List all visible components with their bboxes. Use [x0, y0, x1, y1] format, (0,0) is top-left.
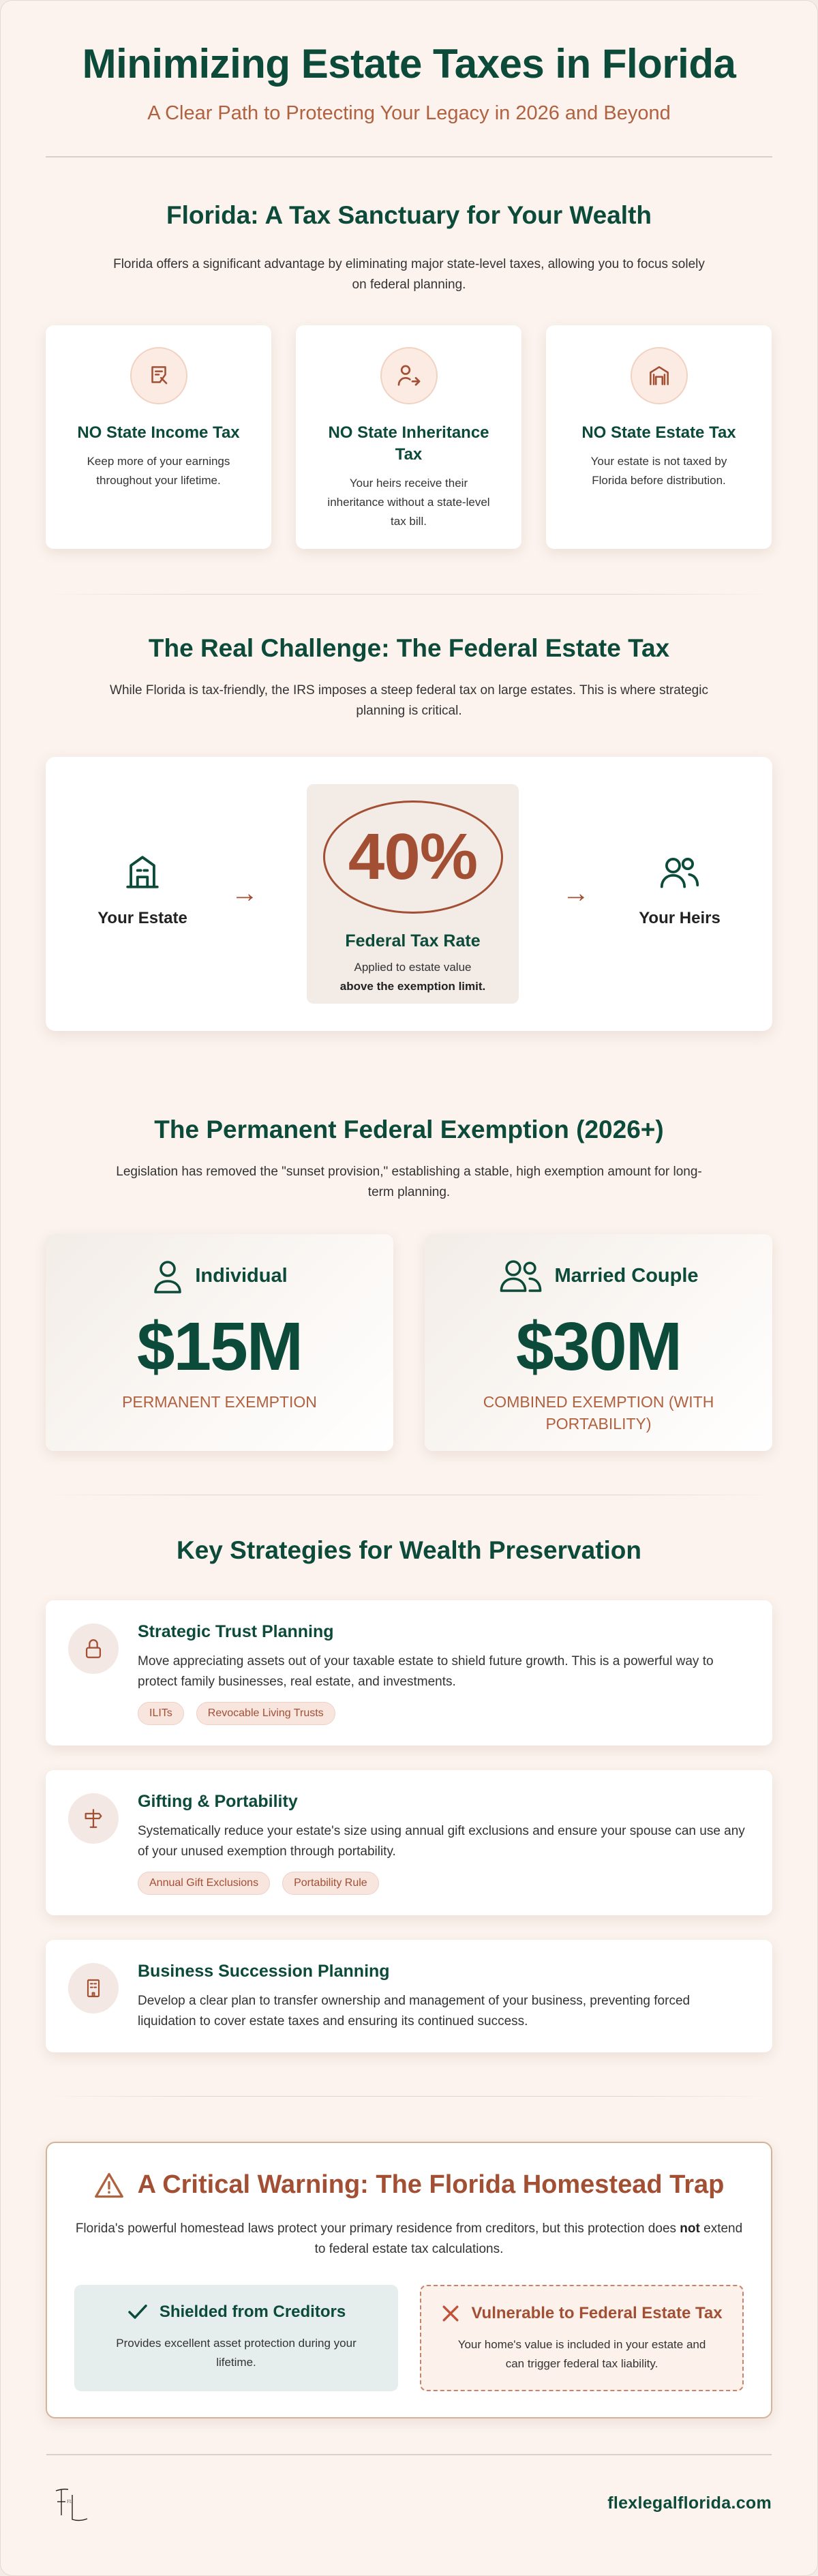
tax-rate-label: Federal Tax Rate — [345, 931, 481, 950]
shielded-text: Provides excellent asset protection during your lifetime. — [116, 2337, 357, 2369]
office-building-icon — [68, 1963, 119, 2013]
strategy-card-trust — [46, 1600, 772, 1746]
heirs-group-icon — [658, 852, 701, 892]
card-text: Your estate is not taxed by Florida before distribution. — [590, 455, 727, 487]
person-transfer-icon — [380, 347, 438, 404]
your-heirs — [618, 852, 741, 928]
exemption-label: Married Couple — [554, 1264, 699, 1287]
strategy-text: Move appreciating assets out of your taxable estate to shield future growth. This is a powerful way to protect family businesses, real estate, and investments. — [138, 1654, 714, 1689]
warning-title: A Critical Warning: The Florida Homestead Trap — [137, 2170, 725, 2199]
vulnerable-card — [420, 2285, 744, 2391]
sanctuary-intro: Florida offers a significant advantage by eliminating major state-level taxes, allowing you to focus solely on federal planning. — [113, 257, 705, 292]
exemption-section — [46, 1115, 772, 1451]
bank-building-icon — [631, 347, 688, 404]
strategy-text: Systematically reduce your estate's size using annual gift exclusions and ensure your spouse can use any of your unused exemption through portability. — [138, 1824, 745, 1859]
sanctuary-section — [46, 201, 772, 549]
strategy-title: Strategic Trust Planning — [138, 1622, 334, 1641]
strategy-tag: Annual Gift Exclusions — [138, 1872, 270, 1895]
estate-tax-card — [546, 325, 772, 549]
footer-divider — [46, 2454, 772, 2455]
tax-rate-value: 40% — [323, 800, 503, 914]
strategy-tag: Portability Rule — [282, 1872, 379, 1895]
card-title: NO State Income Tax — [77, 423, 240, 442]
header-divider — [46, 156, 772, 158]
federal-title: The Real Challenge: The Federal Estate Tax — [148, 634, 670, 662]
footer — [46, 2454, 772, 2513]
strategies-section — [46, 1536, 772, 2052]
card-text: Keep more of your earnings throughout your lifetime. — [87, 455, 230, 487]
income-tax-card — [46, 325, 271, 549]
federal-intro: While Florida is tax-friendly, the IRS imposes a steep federal tax on large estates. This is where strategic planning is critical. — [110, 683, 708, 718]
close-x-icon — [441, 2304, 460, 2323]
exemption-label: Individual — [195, 1264, 288, 1287]
arrow-right-icon: → — [231, 878, 258, 908]
page-title: Minimizing Estate Taxes in Florida — [82, 41, 736, 87]
fl-logo — [46, 2476, 101, 2530]
strategy-card-gifting — [46, 1770, 772, 1915]
couple-icon — [498, 1257, 543, 1294]
page-subtitle: A Clear Path to Protecting Your Legacy in 2026 and Beyond — [147, 102, 671, 124]
sanctuary-title: Florida: A Tax Sanctuary for Your Wealth — [166, 201, 652, 229]
strategy-tag: Revocable Living Trusts — [196, 1702, 335, 1725]
card-title: NO State Estate Tax — [581, 423, 736, 442]
exemption-note: PERMANENT EXEMPTION — [122, 1393, 317, 1411]
section-divider — [46, 594, 772, 595]
header — [46, 1, 772, 158]
estate-label: Your Estate — [97, 909, 187, 927]
federal-tax-flow-card — [46, 757, 772, 1031]
homestead-warning-box — [46, 2142, 772, 2418]
exemption-amount: $15M — [136, 1308, 303, 1385]
money-bag-icon — [130, 347, 187, 404]
svg-text:FL: FL — [67, 2499, 73, 2504]
strategies-title: Key Strategies for Wealth Preservation — [176, 1536, 641, 1564]
vulnerable-title: Vulnerable to Federal Estate Tax — [471, 2304, 723, 2322]
strategy-title: Gifting & Portability — [138, 1792, 298, 1811]
website-link[interactable]: flexlegalflorida.com — [607, 2493, 772, 2513]
married-exemption-card — [425, 1234, 772, 1451]
federal-rate-box — [307, 784, 519, 1004]
estate-building-icon — [123, 852, 162, 892]
federal-section — [46, 634, 772, 1031]
exemption-title: The Permanent Federal Exemption (2026+) — [154, 1115, 664, 1143]
shielded-title: Shielded from Creditors — [159, 2303, 346, 2321]
inheritance-tax-card — [296, 325, 521, 549]
card-title: NO State Inheritance Tax — [328, 423, 489, 464]
strategy-text: Develop a clear plan to transfer ownership and management of your business, preventing forced liquidation to cover estate taxes and ensuring its continued success. — [138, 1994, 691, 2028]
warning-text: Florida's powerful homestead laws protect your primary residence from creditors, but this protection does not extend to federal estate tax calculations. — [75, 2221, 743, 2256]
shielded-card — [74, 2285, 398, 2391]
warning-triangle-icon — [94, 2171, 124, 2200]
your-estate — [81, 852, 204, 928]
exemption-note: COMBINED EXEMPTION (WITH PORTABILITY) — [483, 1393, 714, 1433]
strategy-title: Business Succession Planning — [138, 1962, 390, 1981]
section-divider — [46, 2096, 772, 2097]
exemption-intro: Legislation has removed the "sunset provision," establishing a stable, high exemption amount for long-term planning. — [116, 1165, 702, 1199]
strategy-card-succession — [46, 1940, 772, 2052]
exemption-amount: $30M — [515, 1308, 682, 1385]
heirs-label: Your Heirs — [639, 909, 721, 927]
lock-icon — [68, 1623, 119, 1674]
checkmark-icon — [127, 2303, 149, 2322]
vulnerable-text: Your home's value is included in your estate and can trigger federal tax liability. — [457, 2338, 706, 2370]
arrow-right-icon: → — [562, 878, 590, 908]
strategy-tag: ILITs — [138, 1702, 184, 1725]
signpost-icon — [68, 1793, 119, 1844]
person-icon — [151, 1257, 184, 1294]
tax-rate-desc: Applied to estate value above the exemption limit. — [339, 961, 486, 993]
individual-exemption-card — [46, 1234, 393, 1451]
card-text: Your heirs receive their inheritance without a state-level tax bill. — [327, 477, 490, 528]
